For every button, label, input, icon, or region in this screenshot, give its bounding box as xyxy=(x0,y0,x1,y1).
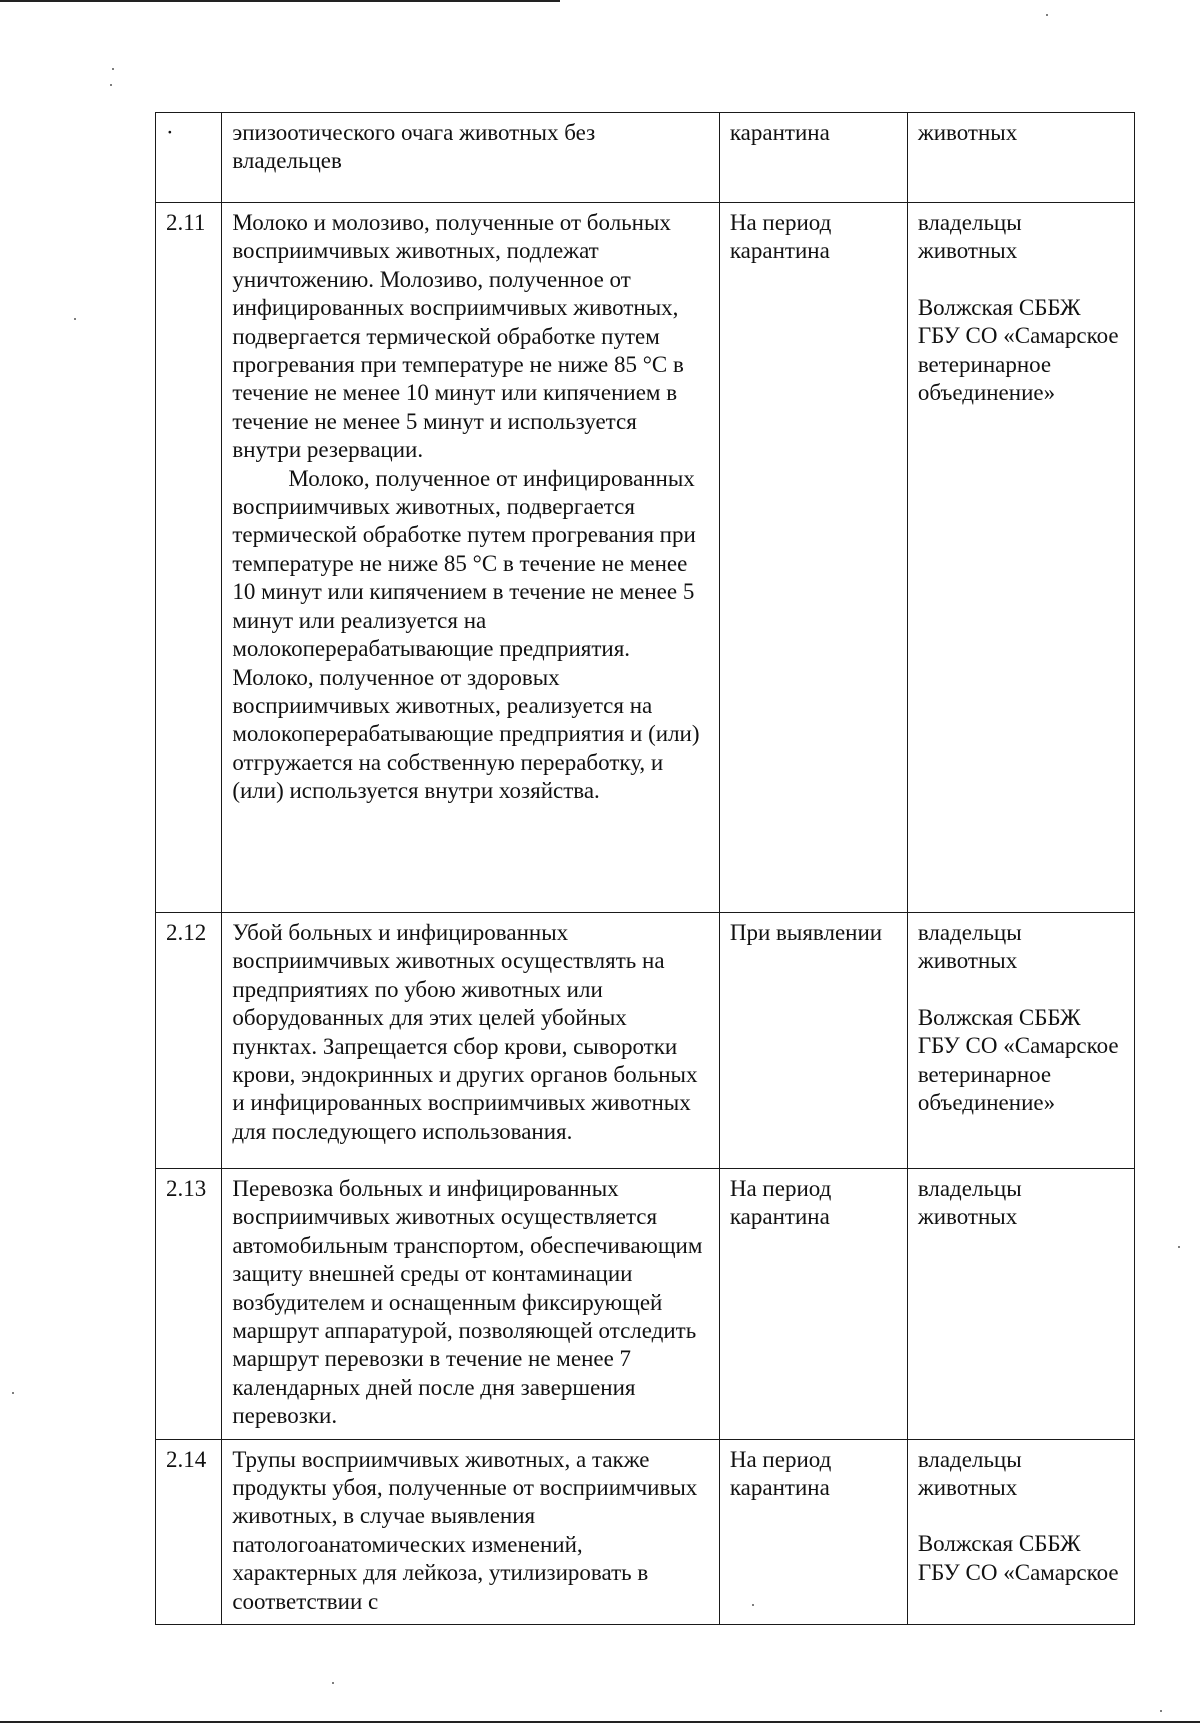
row-responsible xyxy=(907,1169,1134,1440)
description-paragraph: Убой больных и инфицированных восприимчивых животных осуществлять на предприятиях по убою животных или оборудованных для этих целей убойных пунктах. Запрещается сбор крови, сыворотки крови, эндокринных и других органов больных и инфицированных восприимчивых животных для последующего использования. xyxy=(232,920,698,1144)
responsible-party: владельцы животных xyxy=(917,210,1022,264)
scan-speck xyxy=(1178,1246,1180,1248)
description-paragraph: Перевозка больных и инфицированных восприимчивых животных осуществляется автомобильным транспортом, обеспечивающим защиту внешней среды от контаминации возбудителем и оснащенным фиксирующей маршрут аппаратурой, позволяющей отследить маршрут перевозки в течение не менее 7 календарных дней после дня завершения перевозки. xyxy=(232,1176,703,1429)
row-responsible xyxy=(907,1439,1134,1624)
row-description xyxy=(222,113,720,203)
scan-speck xyxy=(332,1682,334,1684)
row-responsible xyxy=(907,203,1134,913)
row-number: 2.13 xyxy=(156,1169,222,1440)
measures-table xyxy=(155,112,1135,1625)
row-term: На период карантина xyxy=(719,1439,907,1624)
row-term: карантина xyxy=(719,113,907,203)
table-row xyxy=(156,1439,1135,1624)
row-number: · xyxy=(156,113,222,203)
row-description xyxy=(222,913,720,1169)
responsible-party: Волжская СББЖ ГБУ СО «Самарское xyxy=(917,1531,1119,1585)
table-row xyxy=(156,1169,1135,1440)
scan-speck xyxy=(1160,1710,1162,1712)
description-paragraph: Трупы восприимчивых животных, а также продукты убоя, полученные от восприимчивых животных, в случае выявления патологоанатомических изменений, характерных для лейкоза, утилизировать в соответствии с xyxy=(232,1446,698,1614)
responsible-party: Волжская СББЖ ГБУ СО «Самарское ветеринарное объединение» xyxy=(917,294,1119,406)
scan-speck xyxy=(112,68,114,70)
scan-edge-top xyxy=(0,0,560,2)
scan-speck xyxy=(12,1392,14,1394)
responsible-party: владельцы животных xyxy=(917,920,1022,974)
row-term: На период карантина xyxy=(719,1169,907,1440)
responsible-party: Волжская СББЖ ГБУ СО «Самарское ветеринарное объединение» xyxy=(917,1004,1119,1116)
row-responsible xyxy=(907,913,1134,1169)
row-description xyxy=(222,1439,720,1624)
row-term: При выявлении xyxy=(719,913,907,1169)
description-paragraph: эпизоотического очага животных без владельцев xyxy=(232,120,596,174)
table-row xyxy=(156,203,1135,913)
scan-speck xyxy=(74,318,76,320)
row-description xyxy=(222,203,720,913)
description-paragraph: Молоко, полученное от инфицированных восприимчивых животных, подвергается термической обработке путем прогревания при температуре не ниже 85 °С в течение не менее 10 минут или кипячением в течение не менее 5 минут или реализуется на молокоперерабатывающие предприятия. Молоко, полученное от здоровых восприимчивых животных, реализуется на молокоперерабатывающие предприятия и (или) отгружается на собственную переработку, и (или) используется внутри хозяйства. xyxy=(232,465,700,804)
responsible-party: животных xyxy=(917,120,1018,145)
responsible-party: владельцы животных xyxy=(917,1176,1022,1230)
row-description xyxy=(222,1169,720,1440)
row-term: На период карантина xyxy=(719,203,907,913)
scan-edge-bottom xyxy=(0,1721,1200,1723)
row-responsible xyxy=(907,113,1134,203)
table-row xyxy=(156,913,1135,1169)
row-number: 2.12 xyxy=(156,913,222,1169)
scan-speck xyxy=(1046,14,1048,16)
scan-speck xyxy=(110,84,112,86)
row-number: 2.11 xyxy=(156,203,222,913)
description-paragraph: Молоко и молозиво, полученные от больных восприимчивых животных, подлежат уничтожению. Молозиво, полученное от инфицированных восприимчивых животных, подвергается термической обработке путем прогревания при температуре не ниже 85 °С в течение не менее 10 минут или кипячением в течение не менее 5 минут и используется внутри резервации. xyxy=(232,210,684,463)
table-row xyxy=(156,113,1135,203)
row-number: 2.14 xyxy=(156,1439,222,1624)
responsible-party: владельцы животных xyxy=(917,1446,1022,1501)
